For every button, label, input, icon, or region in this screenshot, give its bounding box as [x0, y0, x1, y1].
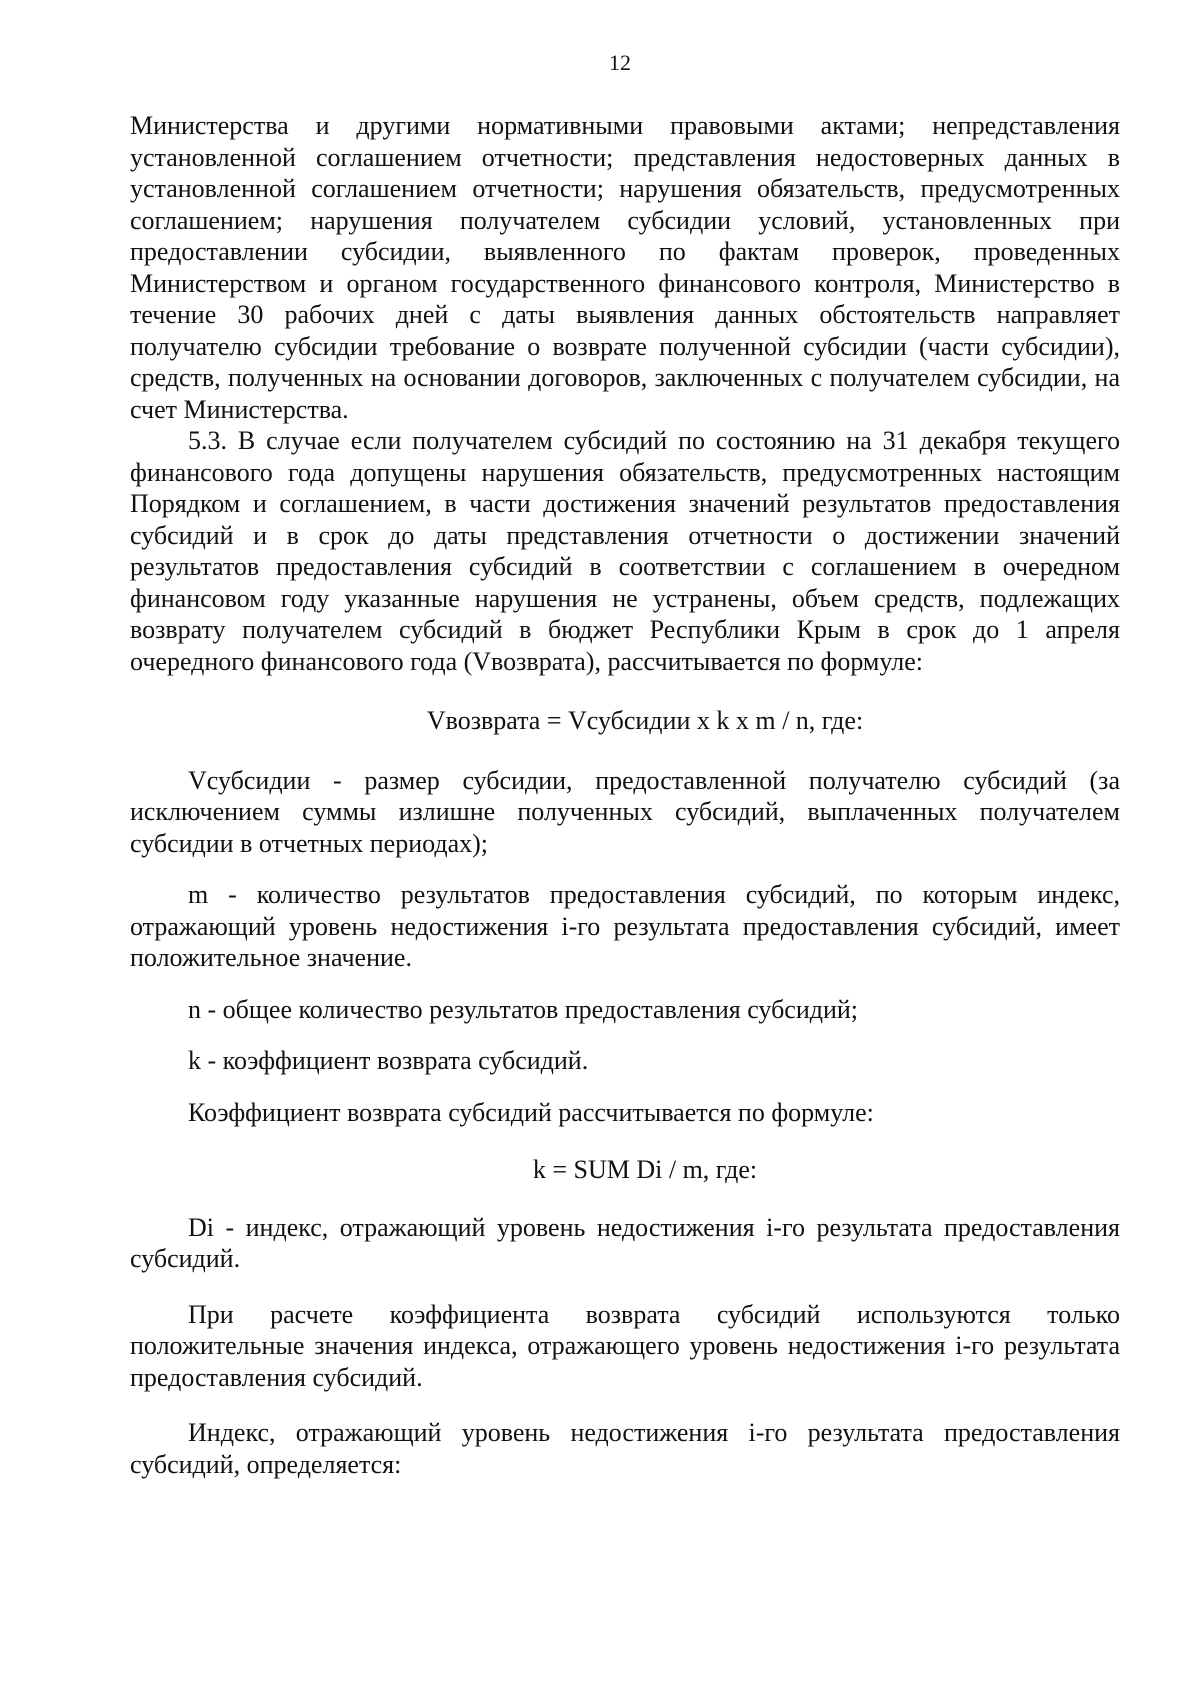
definition-v-subsidy: Vсубсидии - размер субсидии, предоставленной получателю субсидий (за исключением суммы излишне полученных субсидий, выплаченных получателем субсидии в отчетных периодах); [130, 765, 1120, 858]
paragraph-index-definition: Индекс, отражающий уровень недостижения i-го результата предоставления субсидий, определяется: [130, 1418, 1120, 1479]
formula-coefficient: k = SUM Di / m, где: [532, 1155, 758, 1184]
definition-n: n - общее количество результатов предоставления субсидий; [188, 994, 859, 1024]
coefficient-intro: Коэффициент возврата субсидий рассчитывается по формуле: [188, 1097, 874, 1127]
formula-return-volume: Vвозврата = Vсубсидии x k x m / n, где: [426, 706, 864, 735]
page-number: 12 [609, 50, 631, 75]
paragraph-5-3: 5.3. В случае если получателем субсидий по состоянию на 31 декабря текущего финансового года допущены нарушения обязательств, предусмотренных настоящим Порядком и соглашением, в части достижения значений результатов предоставления субсидий и в срок до даты представления отчетности о достижении значений результатов предоставления субсидий в соответствии с соглашением в очередном финансовом году указанные нарушения не устранены, объем средств, подлежащих возврату получателем субсидий в бюджет Республики Крым в срок до 1 апреля очередного финансового года (Vвозврата), рассчитывается по формуле: [130, 426, 1120, 676]
paragraph-continuation: Министерства и другими нормативными правовыми актами; непредставления установленной соглашением отчетности; представления недостоверных данных в установленной соглашением отчетности; нарушения обязательств, предусмотренных соглашением; нарушения получателем субсидии условий, установленных при предоставлении субсидии, выявленного по фактам проверок, проведенных Министерством и органом государственного финансового контроля, Министерство в течение 30 рабочих дней с даты выявления данных обстоятельств направляет получателю субсидии требование о возврате полученной субсидии (части субсидии), средств, полученных на основании договоров, заключенных с получателем субсидии, на счет Министерства. [130, 111, 1120, 424]
document-body [130, 110, 1120, 1480]
definition-m: m - количество результатов предоставления субсидий, по которым индекс, отражающий уровень недостижения i-го результата предоставления субсидий, имеет положительное значение. [130, 880, 1120, 972]
definition-k: k - коэффициент возврата субсидий. [188, 1046, 589, 1075]
definition-di: Di - индекс, отражающий уровень недостижения i-го результата предоставления субсидий. [130, 1212, 1120, 1273]
paragraph-positive-values: При расчете коэффициента возврата субсидий используются только положительные значения индекса, отражающего уровень недостижения i-го результата предоставления субсидий. [130, 1299, 1120, 1392]
